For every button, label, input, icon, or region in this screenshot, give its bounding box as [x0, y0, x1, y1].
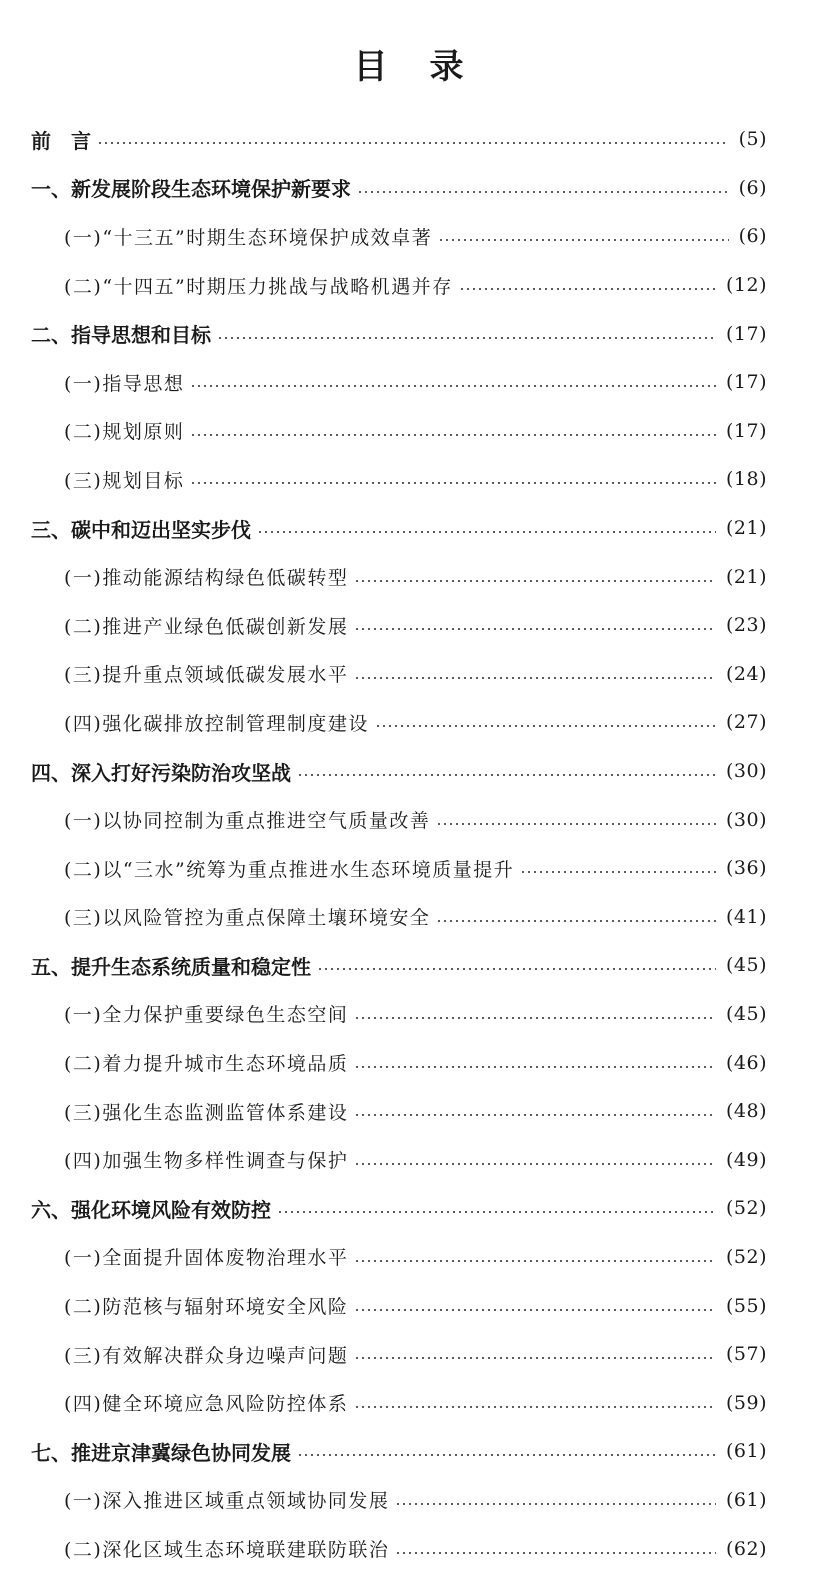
toc-entry-label: (一)“十三五”时期生态环境保护成效卓著	[64, 226, 433, 249]
toc-section-entry	[0, 212, 821, 261]
toc-page-number: (6)	[738, 225, 767, 248]
dot-leader	[354, 1406, 716, 1408]
toc-page-number: (49)	[725, 1148, 767, 1171]
toc-section-entry	[0, 1038, 821, 1087]
toc-chapter-entry	[0, 1184, 821, 1233]
toc-chapter-entry	[0, 1427, 821, 1476]
dot-leader	[354, 677, 716, 679]
toc-chapter-entry	[0, 164, 821, 213]
toc-page-number: (6)	[738, 176, 767, 199]
toc-page-number: (59)	[725, 1391, 767, 1414]
dot-leader	[395, 1552, 716, 1554]
toc-section-entry	[0, 261, 821, 310]
toc-entry-label: 一、新发展阶段生态环境保护新要求	[31, 177, 351, 202]
toc-section-entry	[0, 650, 821, 699]
toc-entry-label: (二)防范核与辐射环境安全风险	[64, 1296, 349, 1319]
toc-page-number: (30)	[725, 760, 767, 783]
toc-entry-label: 三、碳中和迈出坚实步伐	[31, 517, 251, 542]
dot-leader	[297, 1454, 716, 1456]
toc-page-number: (18)	[725, 468, 767, 491]
dot-leader	[354, 580, 716, 582]
dot-leader	[520, 871, 716, 873]
dot-leader	[357, 191, 729, 193]
toc-page-number: (30)	[725, 808, 767, 831]
toc-section-entry	[0, 990, 821, 1039]
dot-leader	[354, 1114, 716, 1116]
toc-section-entry	[0, 455, 821, 504]
page-title: 目 录	[353, 47, 468, 87]
toc-entry-label: (三)提升重点领域低碳发展水平	[64, 664, 349, 687]
table-of-contents	[0, 115, 821, 1573]
toc-page-number: (17)	[725, 322, 767, 345]
toc-page-number: (21)	[725, 565, 767, 588]
toc-entry-label: (三)有效解决群众身边噪声问题	[64, 1344, 349, 1367]
toc-section-entry	[0, 1524, 821, 1573]
toc-entry-label: 前 言	[31, 128, 91, 153]
dot-leader	[395, 1503, 716, 1505]
toc-entry-label: 六、强化环境风险有效防控	[31, 1197, 271, 1222]
toc-chapter-entry	[0, 747, 821, 796]
toc-page-number: (45)	[725, 1002, 767, 1025]
toc-page-number: (36)	[725, 857, 767, 880]
toc-page-number: (24)	[725, 662, 767, 685]
toc-section-entry	[0, 1476, 821, 1525]
toc-entry-label: (一)全力保护重要绿色生态空间	[64, 1004, 349, 1027]
toc-section-entry	[0, 1135, 821, 1184]
dot-leader	[354, 1309, 716, 1311]
dot-leader	[190, 482, 716, 484]
toc-chapter-entry	[0, 504, 821, 553]
toc-entry-label: (二)规划原则	[64, 421, 185, 444]
dot-leader	[190, 434, 716, 436]
toc-page-number: (12)	[725, 274, 767, 297]
toc-entry-label: (一)深入推进区域重点领域协同发展	[64, 1490, 390, 1513]
dot-leader	[297, 774, 716, 776]
toc-entry-label: 二、指导思想和目标	[31, 323, 211, 348]
toc-section-entry	[0, 698, 821, 747]
toc-entry-label: (一)指导思想	[64, 372, 185, 395]
toc-section-entry	[0, 601, 821, 650]
toc-entry-label: (四)健全环境应急风险防控体系	[64, 1393, 349, 1416]
toc-section-entry	[0, 893, 821, 942]
toc-entry-label: (四)加强生物多样性调查与保护	[64, 1150, 349, 1173]
toc-section-entry	[0, 844, 821, 893]
toc-page-number: (55)	[725, 1294, 767, 1317]
toc-page-number: (17)	[725, 371, 767, 394]
toc-entry-label: (二)以“三水”统筹为重点推进水生态环境质量提升	[64, 858, 515, 881]
toc-page-number: (52)	[725, 1245, 767, 1268]
dot-leader	[354, 1017, 716, 1019]
toc-page-number: (61)	[725, 1488, 767, 1511]
toc-page-number: (46)	[725, 1051, 767, 1074]
dot-leader	[354, 1066, 716, 1068]
toc-page-number: (21)	[725, 517, 767, 540]
toc-entry-label: (四)强化碳排放控制管理制度建设	[64, 712, 369, 735]
toc-page-number: (62)	[725, 1537, 767, 1560]
dot-leader	[97, 142, 729, 144]
toc-section-entry	[0, 358, 821, 407]
toc-page-number: (57)	[725, 1343, 767, 1366]
toc-section-entry	[0, 795, 821, 844]
toc-entry-label: (一)推动能源结构绿色低碳转型	[64, 567, 349, 590]
toc-chapter-entry	[0, 115, 821, 164]
toc-section-entry	[0, 1330, 821, 1379]
toc-page-number: (45)	[725, 954, 767, 977]
toc-page-number: (23)	[725, 614, 767, 637]
toc-section-entry	[0, 1378, 821, 1427]
toc-section-entry	[0, 1281, 821, 1330]
toc-entry-label: (一)全面提升固体废物治理水平	[64, 1247, 349, 1270]
dot-leader	[317, 968, 716, 970]
toc-chapter-entry	[0, 941, 821, 990]
toc-page-number: (17)	[725, 419, 767, 442]
toc-entry-label: (二)深化区域生态环境联建联防联治	[64, 1539, 390, 1562]
dot-leader	[277, 1211, 716, 1213]
dot-leader	[354, 1357, 716, 1359]
toc-entry-label: 七、推进京津冀绿色协同发展	[31, 1440, 291, 1465]
toc-entry-label: (二)着力提升城市生态环境品质	[64, 1053, 349, 1076]
dot-leader	[257, 531, 716, 533]
dot-leader	[354, 1163, 716, 1165]
toc-page-number: (5)	[738, 128, 767, 151]
dot-leader	[190, 385, 716, 387]
toc-section-entry	[0, 1087, 821, 1136]
toc-entry-label: 五、提升生态系统质量和稳定性	[31, 954, 311, 979]
toc-entry-label: (二)“十四五”时期压力挑战与战略机遇并存	[64, 275, 453, 298]
toc-entry-label: (三)强化生态监测监管体系建设	[64, 1101, 349, 1124]
toc-entry-label: (二)推进产业绿色低碳创新发展	[64, 615, 349, 638]
toc-entry-label: (三)以风险管控为重点保障土壤环境安全	[64, 907, 431, 930]
dot-leader	[438, 239, 728, 241]
toc-section-entry	[0, 552, 821, 601]
dot-leader	[217, 337, 716, 339]
toc-page-number: (41)	[725, 905, 767, 928]
toc-entry-label: (三)规划目标	[64, 469, 185, 492]
dot-leader	[375, 725, 716, 727]
dot-leader	[436, 823, 716, 825]
toc-page-number: (52)	[725, 1197, 767, 1220]
toc-page-number: (61)	[725, 1440, 767, 1463]
toc-entry-label: (一)以协同控制为重点推进空气质量改善	[64, 810, 431, 833]
toc-page-number: (48)	[725, 1100, 767, 1123]
toc-entry-label: 四、深入打好污染防治攻坚战	[31, 760, 291, 785]
dot-leader	[459, 288, 716, 290]
dot-leader	[436, 920, 716, 922]
toc-section-entry	[0, 1233, 821, 1282]
toc-section-entry	[0, 407, 821, 456]
dot-leader	[354, 628, 716, 630]
toc-page-number: (27)	[725, 711, 767, 734]
dot-leader	[354, 1260, 716, 1262]
toc-chapter-entry	[0, 309, 821, 358]
